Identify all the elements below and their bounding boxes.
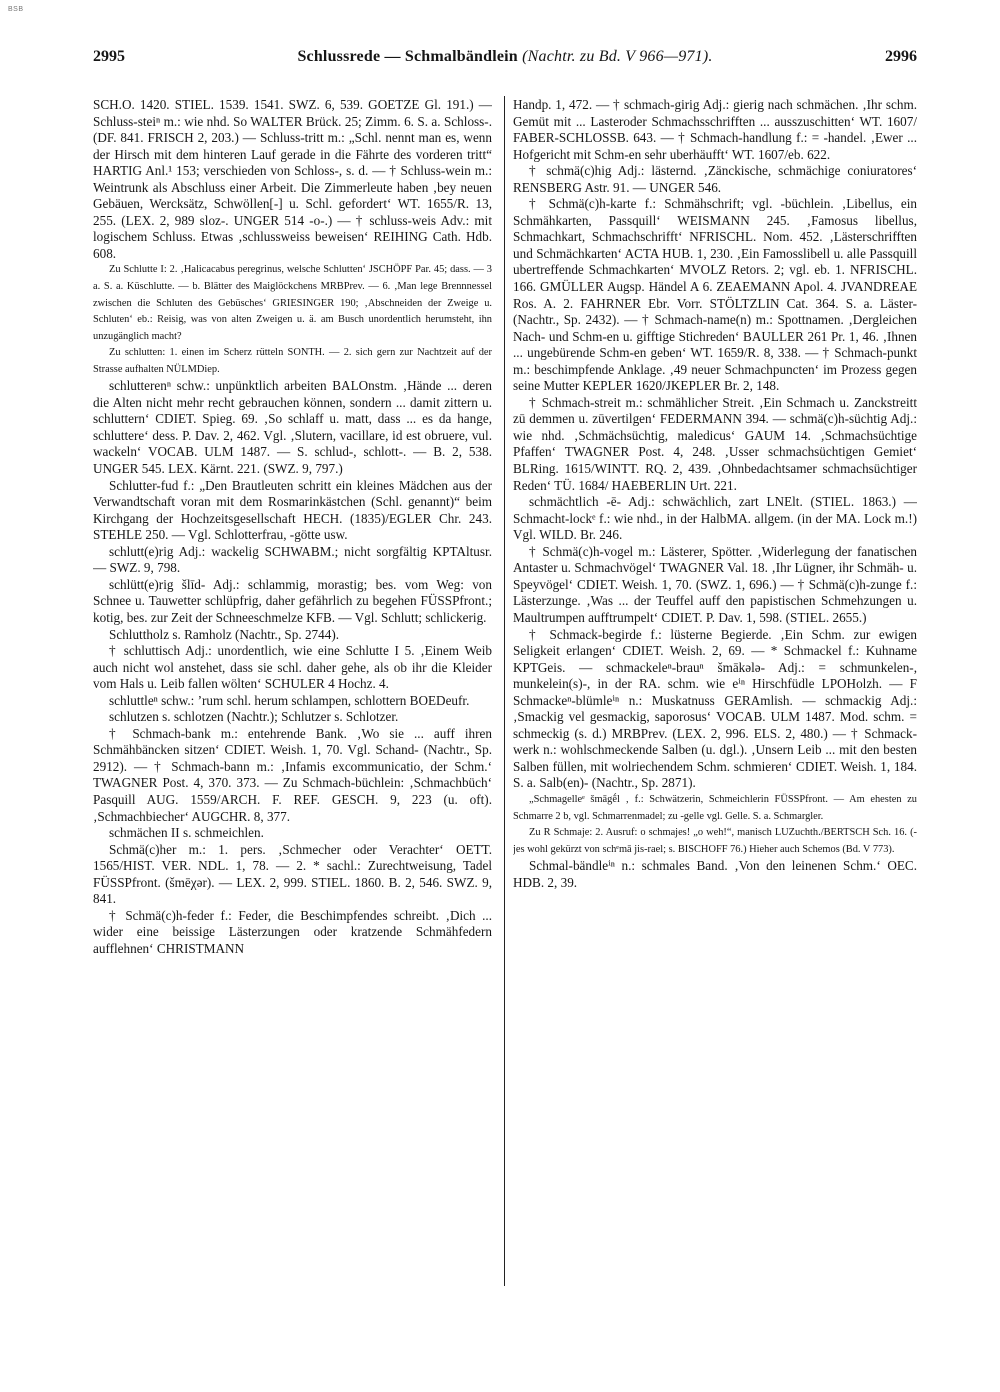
entry-paragraph: SCH.O. 1420. STIEL. 1539. 1541. SWZ. 6, 539. GOETZE Gl. 191.) — Schluss-steiⁿ m.: wie nhd. So WALTER Brück. 25; Zimm. 6. S. a. Schloss-. (DF. 841. FRISCH 2, 203.) — Schluss-tritt m.: „Schl. nennt man es, wenn der Hirsch mit dem hinteren Lauf gerade in die Fährte des vorderen tritt“ HARTIG Anl.¹ 153; verschieden von Schloss-, s. d. — † Schluss-wein m.: Weintrunk als Abschluss einer Arbeit. Die Zimmerleute haben ‚bey neuen Gebäuen, Wercksätz, Schwöllen[-] u. Schl. gefordert‘ WT. 1655/R. 13, 255. (LEX. 2, 989 sloz-. UNGER 514 -o-.) — † schluss-weis Adv.: mit logischem Schluss. Etwas ‚schlussweiss beweisen‘ REIHING Cath. Hdb. 608.	[93, 97, 492, 261]
left-column	[93, 97, 492, 1297]
running-title-main: Schlussrede — Schmalbändlein	[297, 48, 518, 65]
running-title	[93, 48, 917, 66]
entry-paragraph: † Schmä(c)h-karte f.: Schmähschrift; vgl. -büchlein. ‚Libellus, ein Schmähkarten, Passquill‘ WEISMANN 245. ‚Famosus libellus, Schmachkart, Schmachschrifft‘ NFRISCHL. Nom. 452. ‚Lästerschrifften und Schmächkarten‘ ACTA HUB. 1, 230. ‚Ein Famosslibell u. alle Passquill ubertreffende Schmachkarten‘ MVOLZ Retors. 2; vgl. eb. 1. NFRISCHL. 166. GMÜLLER Augsp. Händel A 6. ZEAEMANN Apol. 4. JVANDREAE Ros. A. 2. FAHRNER Ebr. Vorr. STÖLTZLIN Cat. 364. S. a. Läster- (Nachtr., Sp. 2432). — † Schmach-name(n) m.: Spottnamen. ‚Dergleichen Nach- und Schm-en u. gifftige Stichreden‘ BAULLER 261 Pr. 1, 46. ‚Ihnen ... ungebürende Schm-en geben‘ WT. 1659/R. 8, 338. — † Schmach-punkt m.: beschimpfende Anklage. ‚49 neuer Schmachpuncten‘ im Prozess gegen seine Mutter KEPLER 1620/JKEPLER Br. 2, 148.	[513, 196, 917, 394]
right-column	[513, 97, 917, 1297]
entry-paragraph: „Schmagelleᵉ šmāgḗl ‚ f.: Schwätzerin, Schmeichlerin FÜSSPfront. — Am ehesten zu Schmarre 2 b, vgl. Schmarrenmadel; zu -gelle vgl. Gelle. S. a. Schmargler.	[513, 793, 917, 822]
entry-paragraph: † Schmä(c)h-vogel m.: Lästerer, Spötter. ‚Widerlegung der fanatischen Antaster u. Schmachvögel‘ TWAGNER Val. 18. ‚Ihr Lügner, ihr Schmäh- u. Speyvögel‘ CDIET. Weish. 1, 70. (SWZ. 1, 696.) — † Schmä(c)h-zunge f.: Lästerzunge. ‚Was ... der Teuffel auff den papistischen Schmehzungen u. Maultrumpen aufftrumpelt‘ CDIET. P. Dav. 1, 598. (STIEL. 2655.)	[513, 543, 917, 625]
entry-paragraph: schlutterenⁿ schw.: unpünktlich arbeiten BALOnstm. ‚Hände ... deren die Alten nicht mehr recht gebrauchen können, sondern ... damit zittern u. schluttern‘ CDIET. Spieg. 69. ‚So schlaff u. matt, dass ... es da hange, schluttere‘ dess. P. Dav. 2, 462. Vgl. ‚Slutern, vacillare, id est obruere, vul. wackeln‘ VOCAB. ULM 1487. — S. schlud-, schlott-. — B. 2, 538. UNGER 545. LEX. Kärnt. 221. (SWZ. 9, 797.)	[93, 378, 492, 477]
entry-paragraph: schlutt(e)rig Adj.: wackelig SCHWABM.; nicht sorgfältig KPTAltusr. — SWZ. 9, 798.	[93, 543, 492, 576]
entry-paragraph: † Schmack-begirde f.: lüsterne Begierde. ‚Ein Schm. zur ewigen Seligkeit erlangen‘ CDIET. Weish. 2, 69. — * Schmackel f.: Kuhname KPTGeis. — schmackeleⁿ-brauⁿ šmākələ- Adj.: = schmunkelen-, munkelein(s)-, in der RA. schm. wie eⁱⁿ Hirschfüdle LPOHolzh. — F Schmackeⁿ-blümleⁱⁿ n.: Muskatnuss GERAmlish. — schmackig Adj.: ‚Smackig vel gesmackig, saporosus‘ VOCAB. ULM 1487. Mod. schm. = schmeckig (s. d.) MRBPrev. (LEX. 2, 996. ELS. 2, 480.) — † Schmack-werk n.: wohlschmeckende Salben (u. dgl.). ‚Unsern Leib ... mit den besten Salben füllen, mit wolriechendem Schm. schmieren‘ CDIET. Weish. 1, 184. S. a. Salb(en)- (Nachtr., Sp. 2871).	[513, 626, 917, 791]
entry-paragraph: Schlutter-fud f.: „Den Brautleuten schritt ein kleines Mädchen aus der Verwandtschaft voran mit dem Rosmarinkästchen (Schl. genannt)“ beim Kirchgang der Hochzeitsgesellschaft HECH. (1835)/EGLER Chr. 243. STEHLE 250. — Vgl. Schlotterfrau, -götte usw.	[93, 477, 492, 543]
entry-paragraph: Schmä(c)her m.: 1. pers. ‚Schmecher oder Verachter‘ OETT. 1565/HIST. VER. NDL. 1, 78. — 2. * sachl.: Zurechtweisung, Tadel FÜSSPfront. (šmēχər). — LEX. 2, 999. STIEL. 1860. B. 2, 546. SWZ. 9, 841.	[93, 841, 492, 907]
page-number-right: 2996	[885, 48, 917, 65]
entry-paragraph: schluttleⁿ schw.: ’rum schl. herum schlampen, schlottern BOEDeufr.	[109, 692, 470, 708]
page-header	[93, 46, 917, 72]
entry-paragraph: Schmal-bändleⁱⁿ n.: schmales Band. ‚Von den leinenen Schm.‘ OEC. HDB. 2, 39.	[513, 858, 917, 890]
entry-paragraph: Zu Schlutte I: 2. ‚Halicacabus peregrinus, welsche Schlutten‘ JSCHÖPF Par. 45; dass. — 3 a. S. a. Küschlutte. — b. Blätter des Maiglöckchens MRBPrev. — 6. ‚Man lege Brennnessel zwischen die Schluten des Gebüsches‘ GRIESINGER 190; ‚Abschneiden der Zweige u. Schluten‘ eb.: Reisig, was von alten Zweigen u. ä. am Busch unordentlich herumsteht, ihn unzugänglich macht?	[93, 264, 492, 342]
entry-paragraph: † schluttisch Adj.: unordentlich, wie eine Schlutte I 5. ‚Einem Weib auch nicht wol anstehet, dass sie schl. daher gehe, als ob ihr die Kleider vom Hals u. Leib fallen wölten‘ SCHULER 4 Hochz. 4.	[93, 643, 492, 692]
entry-paragraph: † Schmach-streit m.: schmählicher Streit. ‚Ein Schmach u. Zanckstreitt zū demmen u. zūvertilgen‘ FEDERMANN 394. — schmä(c)h-süchtig Adj.: wie nhd. ‚Schmächsüchtig, maledicus‘ GAUM 14. ‚Schmachsüchtige Pfaffen‘ TWAGNER Post. 4, 248. ‚Usser schmachsüchtigen Gemiet‘ BLRing. 1615/WINTT. RQ. 2, 439. ‚Ohnbedachtsamer schmachsüchtiger Reden‘ TÜ. 1684/ HAEBERLIN Urt. 221.	[513, 394, 917, 493]
entry-paragraph: Handp. 1, 472. — † schmach-girig Adj.: gierig nach schmächen. ‚Ihr schm. Gemüt mit ... Lasteroder Schmachsschrifften ... ausszuschitten‘ WT. 1607/ FABER-SCHLOSSB. 643. — † Schmach-handlung f.: = -handel. ‚Ewer ... Hofgericht mit Schm-en sehr uberhäufft‘ WT. 1607/eb. 622.	[513, 97, 917, 162]
page-number-left: 2995	[93, 48, 125, 65]
entry-paragraph: Zu schlutten: 1. einen im Scherz rütteln SONTH. — 2. sich gern zur Nachtzeit auf der Strasse aufhalten NÜLMDiep.	[93, 347, 492, 375]
library-watermark: BSB	[8, 6, 24, 13]
entry-paragraph: Schluttholz s. Ramholz (Nachtr., Sp. 2744).	[109, 626, 340, 642]
entry-paragraph: schlutzen s. schlotzen (Nachtr.); Schlutzer s. Schlotzer.	[109, 709, 399, 725]
entry-paragraph: † Schmä(c)h-feder f.: Feder, die Beschimpfendes schreibt. ‚Dich ... wider eine beissige Lästerzungen oder kratzende Schmähfedern aufflehnen‘ CHRISTMANN	[93, 907, 492, 956]
entry-paragraph: † Schmach-bank m.: entehrende Bank. ‚Wo sie ... auff ihren Schmähbäncken sitzen‘ CDIET. Weish. 1, 70. Vgl. Schand- (Nachtr., Sp. 2912). — † Schmach-bann m.: ‚Infamis excommunicatio, der Schm.‘ TWAGNER Post. 4, 370. 373. — Zu Schmach-büchlein: ‚Schmachbüch‘ Pasquill AUG. 1559/ARCH. F. REF. GESCH. 9, 223 (u. oft). ‚Schmachbiecher‘ AUGCHR. 8, 377.	[93, 725, 492, 824]
entry-paragraph: schmächen II s. schmeichlen.	[109, 825, 264, 841]
column-divider	[504, 96, 505, 1286]
entry-paragraph: schlütt(e)rig šlīd- Adj.: schlammig, morastig; bes. vom Weg: von Schnee u. Tauwetter schlüpfrig, daher gefährlich zu begehen FÜSSPfront.; kotig, bes. zur Zeit der Schneeschmelze KFB. — Vgl. Schlutt; schlickerig.	[93, 576, 492, 625]
entry-paragraph: Zu R Schmaje: 2. Ausruf: o schmajes! „o weh!“, manisch LUZuchth./BERTSCH Sch. 16. (-jes wohl gekürzt von schᵉmā jis-rael; s. BISCHOFF 76.) Hieher auch Schemos (Bd. V 773).	[513, 827, 917, 855]
entry-paragraph: schmächtlich -ē- Adj.: schwächlich, zart LNElt. (STIEL. 1863.) — Schmacht-lockᵉ f.: wie nhd., in der HalbMA. allgem. (in der MA. Lock m.!) Vgl. WILD. Br. 246.	[513, 494, 917, 543]
running-title-note: (Nachtr. zu Bd. V 966—971).	[522, 48, 713, 65]
entry-paragraph: † schmä(c)hig Adj.: lästernd. ‚Zänckische, schmächige coniuratores‘ RENSBERG Astr. 91. — UNGER 546.	[513, 163, 917, 195]
